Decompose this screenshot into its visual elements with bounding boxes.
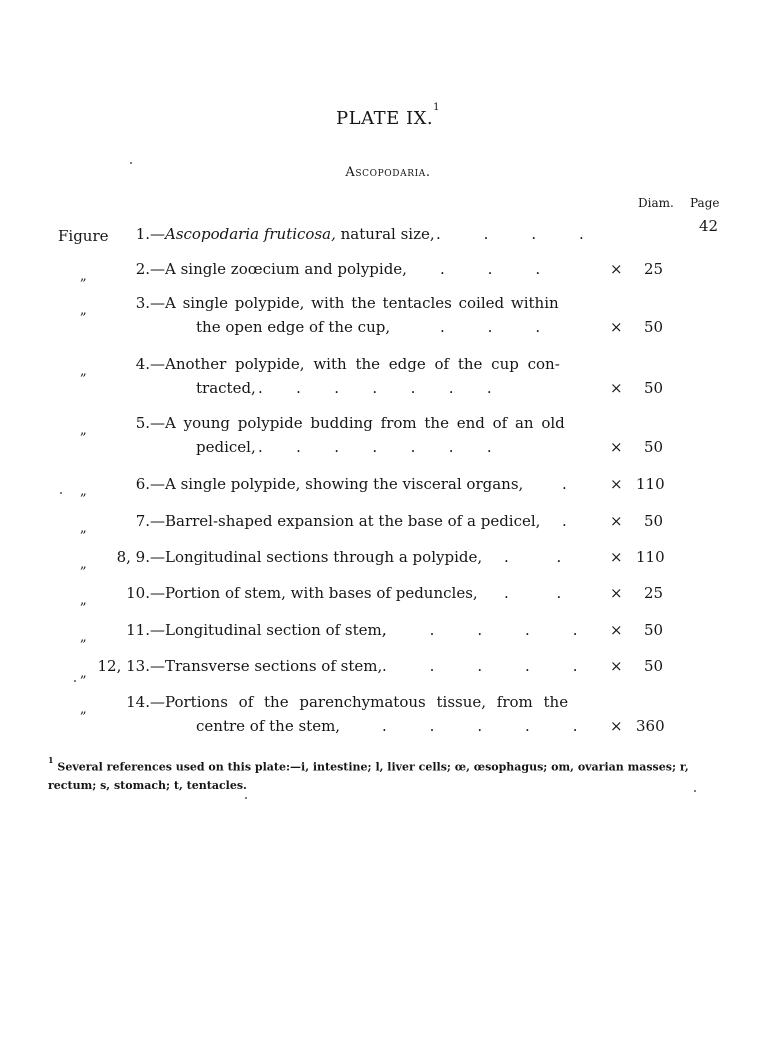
- magnification-value: 50: [644, 621, 664, 639]
- print-speck: [245, 797, 247, 799]
- magnification-value: 50: [644, 438, 664, 456]
- times-sign: ×: [610, 318, 623, 336]
- times-sign: ×: [610, 548, 623, 566]
- magnification-value: 25: [644, 584, 664, 602]
- ditto-mark: „: [80, 593, 87, 608]
- magnification-value: 110: [636, 475, 665, 493]
- times-sign: ×: [610, 438, 623, 456]
- entry-number: 1.: [135, 225, 150, 243]
- entry-number: 3.: [135, 294, 150, 312]
- plate-title-text: PLATE IX.: [336, 108, 434, 129]
- leader-dots: . . .: [440, 260, 541, 278]
- magnification-value: 25: [644, 260, 664, 278]
- page-reference: 42: [699, 217, 719, 235]
- magnification-value: 110: [636, 548, 665, 566]
- leader-dots: . . . . . . .: [258, 438, 492, 456]
- print-speck: [694, 790, 696, 792]
- print-speck: [130, 162, 132, 164]
- ditto-mark: „: [80, 521, 87, 536]
- ditto-mark: „: [80, 557, 87, 572]
- leader-dots: . . . . . . .: [258, 379, 492, 397]
- ditto-mark: „: [80, 423, 87, 438]
- magnification-value: 360: [636, 717, 665, 735]
- times-sign: ×: [610, 379, 623, 397]
- entry-number: 5.: [135, 414, 150, 432]
- column-header-page: Page: [690, 196, 720, 210]
- magnification-value: 50: [644, 657, 664, 675]
- entry-description: —Transverse sections of stem,: [150, 657, 383, 675]
- plate-title: [0, 102, 776, 129]
- species-name: Ascopodaria fruticosa,: [165, 225, 336, 243]
- entry-description: —Portions of the parenchymatous tissue, from the: [150, 693, 569, 711]
- times-sign: ×: [610, 657, 623, 675]
- entry-number: 7.: [135, 512, 150, 530]
- entry-description: —A single polypide, showing the visceral organs,: [150, 475, 524, 493]
- entry-description: —Longitudinal section of stem,: [150, 621, 387, 639]
- entry-description: —Longitudinal sections through a polypide,: [150, 548, 483, 566]
- entry-description: —A single zoœcium and polypide,: [150, 260, 407, 278]
- ditto-mark: „: [80, 702, 87, 717]
- leader-dots: . . . . .: [382, 657, 578, 675]
- ditto-mark: „: [80, 484, 87, 499]
- entry-description-continued: pedicel,: [196, 438, 256, 456]
- print-speck: [60, 492, 62, 494]
- print-speck: [74, 680, 76, 682]
- ditto-mark: „: [80, 364, 87, 379]
- magnification-value: 50: [644, 318, 664, 336]
- entry-dash: —: [150, 225, 165, 243]
- entry-number: 6.: [135, 475, 150, 493]
- times-sign: ×: [610, 584, 623, 602]
- leader-dots: . .: [504, 548, 562, 566]
- entry-number: 8, 9.: [116, 548, 150, 566]
- leader-dots: .: [562, 475, 567, 493]
- ditto-mark: „: [80, 630, 87, 645]
- leader-dots: . . .: [440, 318, 541, 336]
- figure-label: Figure: [58, 227, 109, 245]
- times-sign: ×: [610, 512, 623, 530]
- times-sign: ×: [610, 717, 623, 735]
- entry-description: —Barrel-shaped expansion at the base of a pedicel,: [150, 512, 541, 530]
- magnification-value: 50: [644, 379, 664, 397]
- footnote-reference: 1: [433, 102, 440, 113]
- times-sign: ×: [610, 260, 623, 278]
- leader-dots: . . . .: [436, 225, 584, 243]
- ditto-mark: „: [80, 269, 87, 284]
- entry-number: 14.: [126, 693, 150, 711]
- column-header-diam: Diam.: [638, 196, 674, 210]
- magnification-value: 50: [644, 512, 664, 530]
- entry-description-continued: tracted,: [196, 379, 256, 397]
- leader-dots: .: [562, 512, 567, 530]
- entry-number: 11.: [126, 621, 150, 639]
- times-sign: ×: [610, 475, 623, 493]
- entry-description: [150, 224, 435, 244]
- footnote: [48, 754, 730, 795]
- entry-description: —A single polypide, with the tentacles coiled within: [150, 294, 559, 312]
- entry-description-rest: natural size,: [335, 225, 435, 243]
- leader-dots: . .: [504, 584, 562, 602]
- entry-number: 4.: [135, 355, 150, 373]
- footnote-mark: 1: [48, 755, 54, 765]
- entry-number: 10.: [126, 584, 150, 602]
- leader-dots: . . . . .: [382, 621, 578, 639]
- times-sign: ×: [610, 621, 623, 639]
- section-title: Ascopodaria.: [345, 165, 431, 180]
- entry-description: —Another polypide, with the edge of the cup con-: [150, 355, 560, 373]
- entry-number: 12, 13.: [97, 657, 150, 675]
- entry-description: —A young polypide budding from the end of an old: [150, 414, 565, 432]
- leader-dots: . . . . .: [382, 717, 578, 735]
- footnote-text: Several references used on this plate:—i, intestine; l, liver cells; œ, œsophagus; om, ovarian masses; r, rectum; s, stomach; t, tentacles.: [48, 760, 689, 792]
- entry-description-continued: the open edge of the cup,: [196, 318, 391, 336]
- ditto-mark: „: [80, 303, 87, 318]
- ditto-mark: „: [80, 666, 87, 681]
- entry-description: —Portion of stem, with bases of peduncles,: [150, 584, 478, 602]
- entry-number: 2.: [135, 260, 150, 278]
- entry-description-continued: centre of the stem,: [196, 717, 341, 735]
